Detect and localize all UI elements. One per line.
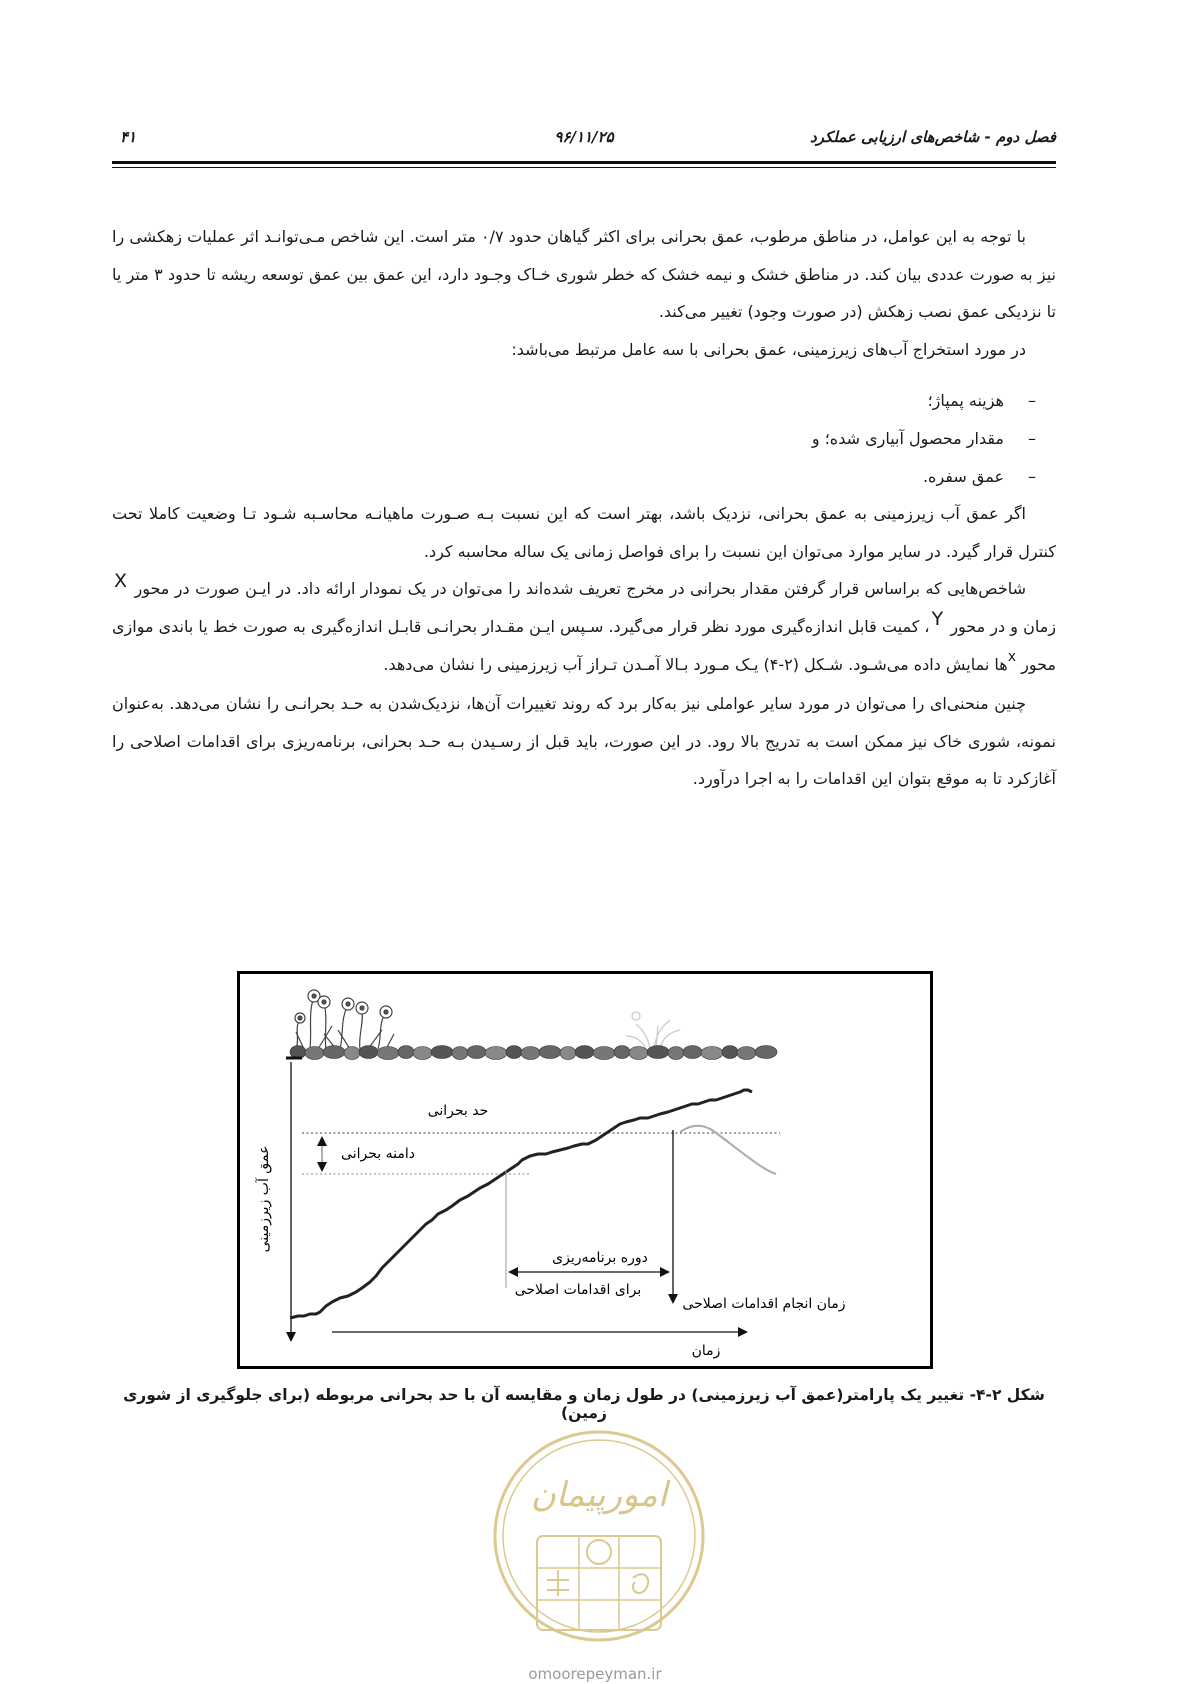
diagram-svg bbox=[240, 974, 930, 1366]
pebble bbox=[614, 1046, 630, 1059]
header-rule-thin bbox=[112, 167, 1056, 168]
pebble bbox=[452, 1047, 468, 1060]
pebble bbox=[398, 1046, 414, 1059]
watermark-seal-icon bbox=[485, 1418, 713, 1648]
pebble bbox=[359, 1046, 378, 1059]
planning-label-1: دوره برنامه‌ریزی bbox=[552, 1250, 648, 1266]
paragraph-5: چنین منحنی‌ای را می‌توان در مورد سایر عواملی نیز به‌کار برد که روند تغییرات آن‌ها، نزدیک‌شدن به حـد بحرانـی را نشان می‌دهد. به‌عنوان نمونه، شوری خاک نیز ممکن است به تدریج بالا رود. در این صورت، باید قبل از رسـیدن بـه حـد بحرانی، برنامه‌ریزی برای اقدامات اصلاحی را آغازکرد تا به موقع بتوان این اقدامات را به اجرا درآورد. bbox=[112, 694, 1056, 789]
pebble bbox=[467, 1046, 486, 1059]
bullet-list bbox=[112, 382, 1056, 495]
pebble bbox=[506, 1046, 522, 1059]
pebble bbox=[755, 1046, 777, 1059]
pebble bbox=[521, 1047, 540, 1060]
watermark-logo bbox=[485, 1418, 713, 1648]
critical-limit-label: حد بحرانی bbox=[427, 1103, 489, 1119]
pebble bbox=[344, 1047, 360, 1060]
pebble bbox=[683, 1046, 702, 1059]
paragraph-2: در مورد استخراج آب‌های زیرزمینی، عمق بحرانی با سه عامل مرتبط می‌باشد: bbox=[511, 339, 1026, 359]
x-axis-label: زمان bbox=[691, 1343, 721, 1359]
axis-x-letter: X bbox=[114, 570, 128, 593]
paragraph-4: شاخص‌هایی که براساس قرار گرفتن مقدار بحرانی در مخرج تعریف شده‌اند را می‌توان در یک نمودار ارائه داد. در ایـن صورت در محور X زمان و در محور Y، کمیت قابل اندازه‌گیری مورد نظر قرار می‌گیرد. سـپس ایـن مقـدار بحرانـی قابـل اندازه‌گیری به صورت خط یا باندی موازی محور xها نمایش داده می‌شـود. شـکل (۲-۴) یـک مـورد بـالا آمـدن تـراز آب زیرزمینی را نشان می‌دهد. bbox=[112, 570, 1056, 674]
header-date: ۹۶/۱۱/۲۵ bbox=[554, 128, 614, 146]
list-item: –عمق سفره. bbox=[112, 458, 1036, 496]
pebble bbox=[629, 1047, 648, 1060]
pebble bbox=[539, 1046, 561, 1059]
planning-label-2: برای اقدامات اصلاحی bbox=[514, 1282, 642, 1298]
pebble bbox=[560, 1047, 576, 1060]
pebble bbox=[575, 1046, 594, 1059]
pebble bbox=[737, 1047, 756, 1060]
pebble bbox=[701, 1047, 723, 1060]
critical-band-label: دامنه بحرانی bbox=[341, 1146, 415, 1162]
pebble bbox=[413, 1047, 432, 1060]
y-axis-label: عمق آب زیرزمینی bbox=[256, 1145, 272, 1253]
pebble bbox=[323, 1046, 345, 1059]
flowers-icon bbox=[295, 990, 394, 1049]
pebble bbox=[668, 1047, 684, 1060]
page-header bbox=[112, 128, 1056, 154]
pebble bbox=[647, 1046, 669, 1059]
figure-groundwater-diagram bbox=[237, 971, 933, 1369]
page-number: ۴۱ bbox=[120, 128, 137, 146]
paragraph-1: با توجه به این عوامل، در مناطق مرطوب، عمق بحرانی برای اکثر گیاهان حدود ۰/۷ متر است. این شاخص مـی‌توانـد اثر عملیات زهکشی را نیز به صورت عددی بیان کند. در مناطق خشک و نیمه خشک که خطر شوری خـاک وجـود دارد، این عمق بین عمق توسعه ریشه تا حدود ۳ متر یا تا نزدیکی عمق نصب زهکش (در صورت وجود) تغییر می‌کند. bbox=[112, 227, 1056, 322]
list-item: –هزینه پمپاژ؛ bbox=[112, 382, 1036, 420]
watermark-site: omoorepeyman.ir bbox=[528, 1665, 662, 1683]
pebble bbox=[485, 1047, 507, 1060]
axis-y-letter: Y bbox=[931, 607, 944, 630]
pebble bbox=[305, 1047, 324, 1060]
pebble bbox=[722, 1046, 738, 1059]
paragraph-3: اگر عمق آب زیرزمینی به عمق بحرانی، نزدیک باشد، بهتر است که این نسبت بـه صـورت ماهیانـه محاسـبه شـود تـا وضعیت کاملا تحت کنترل قرار گیرد. در سایر موارد می‌توان این نسبت را برای فواصل زمانی یک ساله محاسبه کرد. bbox=[112, 504, 1056, 561]
list-item: –مقدار محصول آبیاری شده؛ و bbox=[112, 420, 1036, 458]
body-text bbox=[112, 218, 1056, 798]
bullet-marker: – bbox=[1028, 428, 1036, 448]
pebble bbox=[593, 1047, 615, 1060]
watermark-logo-text: امورپیمان bbox=[530, 1475, 668, 1515]
pebble bbox=[377, 1047, 399, 1060]
axis-x-small-letter: x bbox=[1007, 648, 1017, 665]
soil-surface bbox=[290, 1046, 777, 1060]
action-time-label: زمان انجام اقدامات اصلاحی bbox=[682, 1296, 846, 1312]
bullet-marker: – bbox=[1028, 466, 1036, 486]
pebble bbox=[431, 1046, 453, 1059]
figure-caption: شکل ۲-۴- تغییر یک پارامتر(عمق آب زیرزمینی) در طول زمان و مقایسه آن با حد بحرانی مربوطه (برای جلوگیری از شوری زمین) bbox=[123, 1386, 1045, 1422]
faded-plant-icon bbox=[626, 1012, 680, 1049]
header-rule-thick bbox=[112, 161, 1056, 164]
bullet-marker: – bbox=[1028, 391, 1036, 411]
chapter-title: فصل دوم - شاخص‌های ارزیابی عملکرد bbox=[810, 128, 1056, 146]
